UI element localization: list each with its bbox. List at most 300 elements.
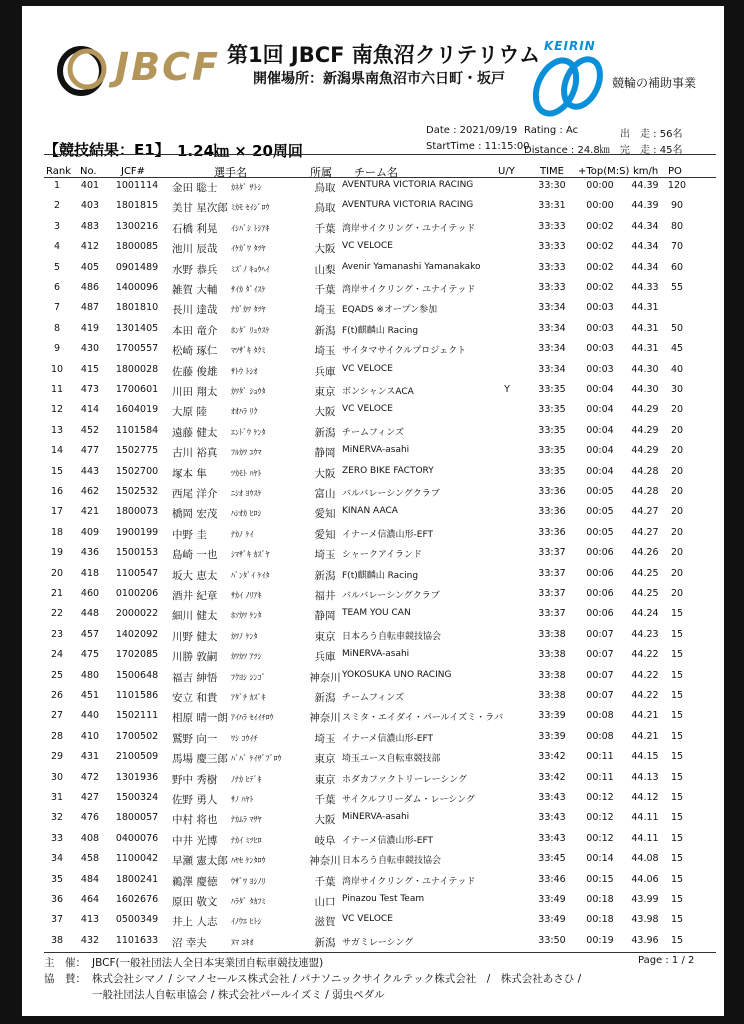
cell-time: 33:35	[538, 445, 566, 457]
cell-rank: 21	[50, 588, 64, 599]
cell-rank: 27	[50, 710, 64, 722]
cell-kmh: 44.31	[631, 322, 659, 334]
cell-top: 00:02	[586, 220, 614, 232]
cell-jcf: 1800085	[115, 241, 159, 253]
cell-po: 15	[670, 771, 684, 783]
cell-jcf: 1402092	[115, 628, 159, 640]
cell-rank: 34	[50, 853, 64, 865]
cell-time: 33:35	[538, 424, 566, 436]
cell-top: 00:00	[586, 200, 614, 212]
cell-jcf: 1801810	[115, 302, 159, 314]
cell-top: 00:06	[586, 588, 614, 599]
cell-top: 00:04	[586, 465, 614, 477]
cell-kana: ｵｵﾊﾗ ﾘｸ	[231, 407, 258, 417]
cell-top: 00:07	[586, 649, 614, 661]
cell-pref: 鳥取	[314, 182, 336, 194]
cell-time: 33:38	[538, 628, 566, 640]
cell-no: 451	[80, 690, 100, 701]
cell-pref: 埼玉	[314, 732, 336, 745]
cell-pref: 神奈川	[309, 671, 341, 684]
sponsors-line-2: 一般社団法人自転車協会 / 株式会社パールイズミ / 弱虫ペダル	[92, 989, 385, 1001]
cell-kana: ﾌｸﾖｼ ｼﾝｺﾞ	[231, 672, 266, 682]
cell-rank: 24	[50, 649, 64, 661]
cell-kmh: 44.31	[631, 343, 659, 355]
organizer-label: 主 催：	[44, 957, 86, 969]
cell-kana: ﾇﾏ ﾕｷｵ	[231, 937, 254, 947]
cell-jcf: 1900199	[115, 526, 159, 538]
cell-jcf: 1101633	[115, 934, 159, 946]
cell-kana: ﾂｶﾓﾄ ﾊﾔﾄ	[231, 468, 262, 478]
cell-no: 487	[80, 302, 100, 314]
cell-time: 33:49	[538, 894, 566, 905]
cell-name: 鷲野 向一	[172, 732, 218, 745]
cell-name: 川勝 敦嗣	[172, 651, 218, 664]
cell-rank: 26	[50, 690, 64, 701]
cell-top: 00:06	[586, 608, 614, 620]
cell-top: 00:05	[586, 506, 614, 518]
cell-kmh: 44.30	[631, 384, 659, 395]
cell-rank: 31	[50, 792, 64, 803]
keirin-logo	[530, 39, 620, 119]
cell-no: 403	[80, 200, 100, 212]
cell-no: 475	[80, 649, 100, 661]
cell-pref: 大阪	[314, 406, 336, 419]
cell-no: 415	[80, 363, 100, 375]
cell-team: F(t)麒麟山 Racing	[342, 325, 419, 336]
cell-po: 45	[670, 343, 684, 355]
cell-top: 00:05	[586, 486, 614, 497]
cell-kana: ﾊｼｵｶ ﾋﾛｼ	[231, 509, 262, 519]
cell-time: 33:39	[538, 730, 566, 742]
cell-kmh: 44.33	[631, 282, 659, 293]
cell-po: 80	[670, 220, 684, 232]
cell-kana: ｳｻﾞﾜ ﾖｼﾉﾘ	[231, 876, 266, 886]
cell-jcf: 1100042	[115, 853, 159, 865]
cell-kmh: 44.22	[631, 649, 659, 661]
cell-no: 418	[80, 567, 100, 579]
cell-po: 15	[670, 914, 684, 926]
cell-time: 33:46	[538, 873, 566, 885]
cell-kmh: 44.11	[631, 832, 659, 844]
cell-no: 431	[80, 751, 100, 763]
cell-time: 33:33	[538, 282, 566, 293]
cell-rank: 18	[50, 526, 64, 538]
cell-time: 33:35	[538, 404, 566, 416]
cell-time: 33:39	[538, 710, 566, 722]
cell-po: 20	[670, 547, 684, 559]
cell-team: MiNERVA-asahi	[342, 649, 410, 660]
cell-kana: ｶﾈﾀﾞ ｻﾄｼ	[231, 183, 262, 192]
cell-team: 湾岸サイクリング・ユナイテッド	[342, 223, 476, 234]
cell-name: 遠藤 健太	[172, 426, 218, 439]
cell-rank: 9	[53, 343, 61, 355]
cell-jcf: 1101586	[115, 690, 159, 701]
cell-jcf: 2000022	[115, 608, 159, 620]
cell-pref: 鳥取	[314, 202, 336, 215]
cell-po: 120	[667, 180, 687, 191]
cell-kana: ｶﾜﾉ ｹﾝﾀ	[231, 631, 258, 641]
cell-rank: 16	[50, 486, 64, 497]
cell-pref: 神奈川	[309, 712, 341, 725]
cell-name: 酒井 紀章	[172, 590, 218, 602]
cell-rank: 25	[50, 669, 64, 681]
cell-po: 50	[670, 322, 684, 334]
cell-kmh: 44.39	[631, 180, 659, 191]
cell-team: VC VELOCE	[342, 914, 393, 925]
cell-team: ZERO BIKE FACTORY	[342, 465, 434, 476]
cell-rank: 37	[50, 914, 64, 926]
cell-kana: ﾊﾗﾀﾞ ﾀｶﾌﾐ	[231, 897, 266, 906]
cell-jcf: 1301936	[115, 771, 159, 783]
cell-po: 20	[670, 588, 684, 599]
cell-pref: 千葉	[314, 794, 336, 806]
cell-top: 00:03	[586, 363, 614, 375]
cell-rank: 30	[50, 771, 64, 783]
cell-kana: ﾎﾝﾀﾞ ﾘｭｳｽｹ	[231, 325, 270, 335]
cell-rank: 29	[50, 751, 64, 763]
cell-team: 湾岸サイクリング・ユナイテッド	[342, 876, 476, 887]
cell-name: 島崎 一也	[172, 549, 218, 562]
cell-team: MiNERVA-asahi	[342, 812, 410, 823]
cell-team: 埼玉ユース自転車競技部	[342, 754, 441, 765]
cell-kmh: 44.30	[631, 363, 659, 375]
cell-jcf: 1604019	[115, 404, 159, 416]
cell-jcf: 1400096	[115, 282, 159, 293]
cell-top: 00:08	[586, 730, 614, 742]
cell-kana: ﾎｿｶﾜ ｹﾝﾀ	[231, 611, 262, 621]
cell-name: 中井 光博	[172, 834, 218, 847]
cell-kmh: 44.26	[631, 547, 659, 559]
race-finishers: 完 走 : 45名	[620, 145, 683, 156]
cell-no: 472	[80, 771, 100, 783]
cell-no: 480	[80, 669, 100, 681]
cell-po: 15	[670, 628, 684, 640]
cell-name: 川野 健太	[172, 630, 218, 643]
cell-po: 20	[670, 445, 684, 457]
cell-pref: 愛知	[314, 528, 336, 541]
cell-top: 00:12	[586, 792, 614, 803]
cell-name: 松崎 琢仁	[172, 345, 218, 358]
cell-kana: ﾅｶｲ ﾐﾂﾋﾛ	[231, 835, 262, 845]
cell-top: 00:04	[586, 404, 614, 416]
cell-po: 15	[670, 669, 684, 681]
cell-no: 408	[80, 832, 100, 844]
cell-pref: 福井	[314, 590, 336, 602]
cell-jcf: 1101584	[115, 424, 159, 436]
race-distance: Distance : 24.8㎞	[524, 145, 610, 156]
cell-po: 15	[670, 792, 684, 803]
cell-no: 410	[80, 730, 100, 742]
cell-po: 15	[670, 853, 684, 865]
cell-time: 33:31	[538, 200, 566, 212]
cell-top: 00:18	[586, 894, 614, 905]
cell-top: 00:18	[586, 914, 614, 926]
cell-kana: ｻﾄｳ ﾄｼｵ	[231, 366, 258, 376]
cell-no: 436	[80, 547, 100, 559]
cell-po: 15	[670, 608, 684, 620]
cell-kana: ｻﾉ ﾊﾔﾄ	[231, 795, 254, 804]
cell-pref: 新潟	[314, 324, 336, 337]
cell-name: 川田 翔太	[172, 386, 218, 398]
cell-name: 中村 将也	[172, 814, 218, 827]
cell-pref: 新潟	[314, 692, 336, 704]
cell-no: 473	[80, 384, 100, 395]
cell-name: 橋岡 宏茂	[172, 508, 218, 521]
cell-no: 460	[80, 588, 100, 599]
cell-po: 40	[670, 363, 684, 375]
cell-jcf: 1702085	[115, 649, 159, 661]
table-bottom-rule	[44, 952, 716, 953]
cell-kana: ﾏﾂｻﾞｷ ﾀｸﾐ	[231, 346, 266, 356]
cell-top: 00:04	[586, 445, 614, 457]
cell-pref: 埼玉	[314, 304, 336, 317]
cell-pref: 岐阜	[314, 834, 336, 847]
cell-name: 井上 人志	[172, 916, 218, 929]
cell-kana: ﾅｶﾞｶﾜ ﾀﾂﾔ	[231, 305, 266, 315]
cell-kana: ｱﾀﾞﾁ ｶｽﾞｷ	[231, 693, 266, 702]
cell-rank: 23	[50, 628, 64, 640]
cell-po: 15	[670, 832, 684, 844]
cell-time: 33:34	[538, 343, 566, 355]
cell-kmh: 44.08	[631, 853, 659, 865]
cell-team: 湾岸サイクリング・ユナイテッド	[342, 285, 476, 295]
col-kmh: km/h	[633, 166, 659, 177]
cell-jcf: 1700502	[115, 730, 159, 742]
cell-po: 20	[670, 465, 684, 477]
cell-jcf: 1300216	[115, 220, 159, 232]
cell-top: 00:00	[586, 180, 614, 191]
col-time: TIME	[540, 166, 565, 177]
cell-kmh: 44.29	[631, 424, 659, 436]
cell-kana: ﾆｼｵ ﾖｳｽｹ	[231, 489, 262, 498]
cell-kana: ｱｲﾊﾗ ｾｲｲﾁﾛｳ	[231, 713, 274, 723]
cell-pref: 滋賀	[314, 916, 336, 929]
cell-name: 細川 健太	[172, 610, 218, 623]
cell-pref: 神奈川	[309, 855, 341, 868]
cell-team: AVENTURA VICTORIA RACING	[342, 180, 474, 190]
cell-rank: 12	[50, 404, 64, 416]
sponsors-line-1: 株式会社シマノ / シマノセールス株式会社 / パナソニックサイクルテック株式会社 / 株式会社あさひ /	[92, 973, 582, 985]
cell-kmh: 44.28	[631, 465, 659, 477]
cell-kana: ｻｶｲ ﾉﾘｱｷ	[231, 591, 262, 600]
col-top: +Top(M:S)	[578, 166, 630, 177]
cell-rank: 19	[50, 547, 64, 559]
cell-jcf: 1602676	[115, 894, 159, 905]
cell-kana: ｲﾉｳｴ ﾋﾄｼ	[231, 917, 262, 927]
cell-name: 水野 恭兵	[172, 263, 218, 276]
cell-pref: 兵庫	[314, 365, 336, 378]
cell-name: 安立 和貴	[172, 692, 218, 704]
cell-kana: ｲｹｶﾞﾜ ﾀﾂﾔ	[231, 244, 266, 254]
cell-name: 石橋 利晃	[172, 222, 218, 235]
cell-jcf: 1700601	[115, 384, 159, 395]
result-category-title: 【競技結果：E1】	[44, 141, 170, 159]
cell-po: 15	[670, 751, 684, 763]
cell-no: 409	[80, 526, 100, 538]
sponsor-label: 協 賛：	[44, 973, 86, 985]
cell-jcf: 1301405	[115, 322, 159, 334]
cell-jcf: 1500324	[115, 792, 159, 803]
cell-kmh: 44.24	[631, 608, 659, 620]
race-start-time: StartTime : 11:15:00	[426, 141, 530, 152]
cell-kmh: 44.28	[631, 486, 659, 497]
cell-team: YOKOSUKA UNO RACING	[342, 669, 452, 680]
cell-team: EQADS ※オープン参加	[342, 305, 438, 316]
cell-kana: ｴﾝﾄﾞｳ ｹﾝﾀ	[231, 427, 266, 437]
cell-time: 33:35	[538, 465, 566, 477]
cell-rank: 22	[50, 608, 64, 620]
cell-no: 462	[80, 486, 100, 497]
cell-name: 相原 晴一朗	[172, 712, 228, 725]
cell-po: 20	[670, 486, 684, 497]
cell-rank: 5	[53, 261, 61, 273]
cell-name: 早瀬 憲太郎	[172, 855, 228, 868]
jbcf-ring-icon	[55, 41, 115, 97]
col-jcf: JCF#	[121, 166, 146, 177]
cell-name: 塚本 隼	[172, 467, 207, 480]
col-name: 選手名	[214, 166, 247, 179]
cell-jcf: 0901489	[115, 261, 159, 273]
cell-pref: 東京	[314, 630, 336, 643]
cell-team: MiNERVA-asahi	[342, 445, 410, 456]
cell-po: 20	[670, 424, 684, 436]
cell-rank: 10	[50, 363, 64, 375]
cell-top: 00:19	[586, 934, 614, 946]
cell-pref: 埼玉	[314, 549, 336, 562]
race-starters: 出 走 : 56名	[620, 129, 683, 140]
cell-no: 413	[80, 914, 100, 926]
cell-pref: 東京	[314, 753, 336, 766]
cell-jcf: 1800073	[115, 506, 159, 518]
cell-rank: 28	[50, 730, 64, 742]
cell-time: 33:38	[538, 669, 566, 681]
cell-team: サガミレーシング	[342, 937, 414, 948]
cell-jcf: 1800057	[115, 812, 159, 824]
cell-pref: 千葉	[314, 222, 336, 235]
cell-time: 33:30	[538, 180, 566, 191]
cell-pref: 山口	[314, 896, 336, 908]
cell-top: 00:05	[586, 526, 614, 538]
result-sheet	[22, 6, 724, 1016]
cell-no: 419	[80, 322, 100, 334]
race-date: Date : 2021/09/19	[426, 125, 518, 136]
cell-no: 484	[80, 873, 100, 885]
cell-time: 33:34	[538, 363, 566, 375]
cell-team: TEAM YOU CAN	[342, 608, 411, 619]
cell-top: 00:06	[586, 547, 614, 559]
cell-top: 00:07	[586, 690, 614, 701]
cell-no: 412	[80, 241, 100, 253]
cell-jcf: 1502111	[115, 710, 159, 722]
cell-no: 440	[80, 710, 100, 722]
cell-name: 長川 達哉	[172, 304, 218, 317]
cell-time: 33:33	[538, 241, 566, 253]
cell-kana: ｲｼﾊﾞｼ ﾄｼｱｷ	[231, 223, 270, 233]
cell-pref: 埼玉	[314, 345, 336, 358]
cell-top: 00:11	[586, 771, 614, 783]
cell-rank: 8	[53, 322, 61, 334]
cell-pref: 新潟	[314, 569, 336, 582]
cell-pref: 山梨	[314, 263, 336, 276]
col-no: No.	[80, 166, 97, 177]
cell-name: 馬場 慶三郎	[172, 753, 228, 766]
event-title: 第1回 JBCF 南魚沼クリテリウム	[227, 43, 541, 67]
cell-team: Avenir Yamanashi Yamanakako	[342, 261, 481, 272]
cell-no: 483	[80, 220, 100, 232]
cell-team: ホダカファクトリーレーシング	[342, 774, 468, 785]
cell-po: 60	[670, 261, 684, 273]
cell-rank: 33	[50, 832, 64, 844]
cell-jcf: 1700557	[115, 343, 159, 355]
cell-kmh: 44.12	[631, 792, 659, 803]
cell-time: 33:36	[538, 486, 566, 497]
cell-name: 沼 幸夫	[172, 936, 207, 949]
cell-no: 452	[80, 424, 100, 436]
cell-top: 00:07	[586, 628, 614, 640]
cell-top: 00:12	[586, 812, 614, 824]
cell-po: 15	[670, 730, 684, 742]
cell-po: 15	[670, 690, 684, 701]
cell-po: 70	[670, 241, 684, 253]
cell-po: 20	[670, 526, 684, 538]
cell-kana: ﾊﾞﾝﾀﾞｲ ｹｲﾀ	[231, 570, 270, 580]
cell-pref: 兵庫	[314, 651, 336, 664]
cell-name: 本田 竜介	[172, 324, 218, 337]
jbcf-logo-text: JBCF	[115, 45, 220, 89]
cell-po: 55	[670, 282, 684, 293]
cell-kmh: 44.23	[631, 628, 659, 640]
cell-jcf: 1001114	[115, 180, 159, 191]
cell-time: 33:37	[538, 567, 566, 579]
cell-name: 池川 辰哉	[172, 243, 218, 256]
cell-top: 00:07	[586, 669, 614, 681]
cell-top: 00:03	[586, 343, 614, 355]
cell-no: 477	[80, 445, 100, 457]
cell-name: 古川 裕真	[172, 447, 218, 460]
cell-team: バルバレーシングクラブ	[342, 591, 440, 601]
cell-pref: 愛知	[314, 508, 336, 521]
cell-time: 33:45	[538, 853, 566, 865]
keirin-rings-icon	[530, 49, 610, 119]
cell-po: 15	[670, 649, 684, 661]
cell-kana: ﾅｶﾉ ｹｲ	[231, 529, 254, 539]
cell-kmh: 43.96	[631, 934, 659, 946]
event-venue: 開催場所：新潟県南魚沼市六日町・坂戸	[253, 71, 505, 87]
cell-top: 00:06	[586, 567, 614, 579]
cell-name: 佐野 勇人	[172, 794, 218, 806]
cell-pref: 千葉	[314, 284, 336, 296]
cell-kana: ｻｲｶ ﾀﾞｲｽｹ	[231, 285, 266, 294]
cell-no: 448	[80, 608, 100, 620]
cell-team: バルバレーシングクラブ	[342, 489, 440, 499]
cell-kmh: 44.21	[631, 710, 659, 722]
cell-top: 00:11	[586, 751, 614, 763]
cell-time: 33:49	[538, 914, 566, 926]
cell-kmh: 44.25	[631, 567, 659, 579]
jbcf-logo	[55, 41, 225, 97]
cell-kmh: 44.34	[631, 241, 659, 253]
cell-rank: 3	[53, 220, 61, 232]
cell-jcf: 1502700	[115, 465, 159, 477]
cell-jcf: 1502775	[115, 445, 159, 457]
cell-kana: ﾉﾅｶ ﾋﾃﾞｷ	[231, 774, 262, 784]
cell-team: スミタ・エイダイ・パールイズミ・ラバ	[342, 713, 504, 724]
cell-po: 15	[670, 812, 684, 824]
col-rank: Rank	[46, 166, 71, 177]
cell-kmh: 44.31	[631, 302, 659, 314]
cell-team: サイクルフリーダム・レーシング	[342, 795, 475, 805]
cell-team: チームフィンズ	[342, 427, 405, 438]
